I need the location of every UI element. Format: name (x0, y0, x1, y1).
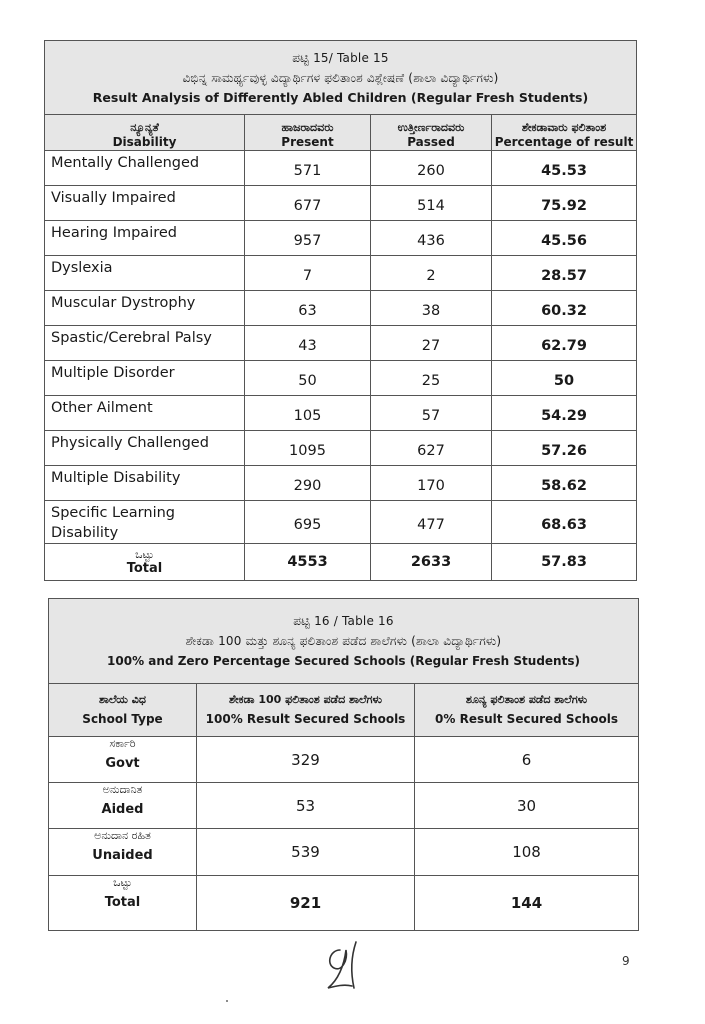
percentage-cell: 58.62 (492, 466, 637, 501)
table-15-caption (45, 41, 637, 115)
header-english: 100% Result Secured Schools (205, 712, 406, 726)
disability-cell: Other Ailment (45, 396, 245, 431)
disability-cell: Mentally Challenged (45, 151, 245, 186)
passed-cell: 436 (371, 221, 492, 256)
present-cell: 1095 (245, 431, 371, 466)
school-type-kannada: ಅನುದಾನ ರಹಿತ (94, 829, 151, 842)
total-present-cell: 4553 (245, 544, 371, 581)
percentage-cell: 62.79 (492, 326, 637, 361)
passed-cell: 477 (371, 501, 492, 544)
column-header-present (245, 115, 371, 151)
column-header-0-percent (415, 684, 639, 737)
header-english: Percentage of result (494, 135, 634, 149)
hundred-percent-cell: 329 (197, 737, 415, 783)
passed-cell: 27 (371, 326, 492, 361)
column-header-100-percent (197, 684, 415, 737)
handwritten-signature (318, 936, 378, 998)
header-kannada: ಶೇಕಡಾವಾರು ಫಲಿತಾಂಶ (521, 121, 607, 134)
column-header-passed (371, 115, 492, 151)
disability-cell: Visually Impaired (45, 186, 245, 221)
percentage-cell: 28.57 (492, 256, 637, 291)
header-english: Disability (112, 135, 177, 149)
total-label-kannada: ಒಟ್ಟು (135, 547, 154, 561)
school-type-cell (49, 829, 197, 876)
disability-cell: Specific Learning Disability (45, 501, 245, 544)
table-row (45, 151, 637, 186)
table-15-title: Result Analysis of Differently Abled Children (Regular Fresh Students) (92, 89, 589, 105)
passed-cell: 38 (371, 291, 492, 326)
percentage-cell: 54.29 (492, 396, 637, 431)
header-kannada: ಶೇಕಡಾ 100 ಫಲಿತಾಂಶ ಪಡೆದ ಶಾಲೆಗಳು (229, 693, 382, 706)
hundred-percent-cell: 53 (197, 783, 415, 829)
page-number: 9 (622, 954, 630, 968)
table-row (45, 501, 637, 544)
table-16-caption (49, 599, 639, 684)
total-passed-cell: 2633 (371, 544, 492, 581)
disability-cell: Multiple Disability (45, 466, 245, 501)
present-cell: 63 (245, 291, 371, 326)
school-type-english: Aided (101, 802, 144, 817)
table-15-header-row (45, 115, 637, 151)
table-total-row (45, 544, 637, 581)
table-row (45, 221, 637, 256)
header-english: Present (281, 135, 334, 149)
passed-cell: 627 (371, 431, 492, 466)
table-16 (48, 598, 639, 931)
present-cell: 571 (245, 151, 371, 186)
percentage-cell: 68.63 (492, 501, 637, 544)
present-cell: 677 (245, 186, 371, 221)
passed-cell: 2 (371, 256, 492, 291)
zero-percent-cell: 30 (415, 783, 639, 829)
table-row (45, 361, 637, 396)
present-cell: 50 (245, 361, 371, 396)
table-row (45, 466, 637, 501)
total-label-english: Total (126, 560, 163, 576)
zero-percent-cell: 6 (415, 737, 639, 783)
header-kannada: ಉತ್ತೀರ್ಣರಾದವರು (397, 121, 465, 134)
present-cell: 290 (245, 466, 371, 501)
passed-cell: 170 (371, 466, 492, 501)
table-row (49, 737, 639, 783)
table-total-row (49, 876, 639, 931)
percentage-cell: 75.92 (492, 186, 637, 221)
table-16-title-kannada: ಶೇಕಡಾ 100 ಮತ್ತು ಶೂನ್ಯ ಫಲಿತಾಂಶ ಪಡೆದ ಶಾಲೆಗಳು (ಶಾಲಾ ವಿದ್ಯಾರ್ಥಿಗಳು) (185, 634, 502, 648)
header-kannada: ಶೂನ್ಯ ಫಲಿತಾಂಶ ಪಡೆದ ಶಾಲೆಗಳು (465, 693, 588, 706)
column-header-percentage (492, 115, 637, 151)
present-cell: 695 (245, 501, 371, 544)
disability-cell: Multiple Disorder (45, 361, 245, 396)
table-row (49, 829, 639, 876)
table-15-title-kannada: ವಿಭಿನ್ನ ಸಾಮರ್ಥ್ಯವುಳ್ಳ ವಿದ್ಯಾರ್ಥಿಗಳ ಫಲಿತಾಂಶ ವಿಶ್ಲೇಷಣೆ (ಶಾಲಾ ವಿದ್ಯಾರ್ಥಿಗಳು) (182, 70, 499, 85)
total-zero-percent-cell: 144 (415, 876, 639, 931)
table-row (45, 256, 637, 291)
zero-percent-cell: 108 (415, 829, 639, 876)
table-15 (44, 40, 637, 581)
passed-cell: 25 (371, 361, 492, 396)
header-english: 0% Result Secured Schools (435, 712, 618, 726)
header-kannada: ನ್ಯೂನ್ಯತೆ (130, 121, 159, 134)
school-type-kannada: ಅನುದಾನಿತ (102, 783, 143, 796)
school-type-english: Govt (105, 756, 140, 771)
passed-cell: 57 (371, 396, 492, 431)
percentage-cell: 50 (492, 361, 637, 396)
header-kannada: ಹಾಜರಾದವರು (281, 121, 334, 134)
school-type-cell (49, 783, 197, 829)
table-row (45, 431, 637, 466)
school-type-cell (49, 737, 197, 783)
present-cell: 43 (245, 326, 371, 361)
header-english: School Type (82, 712, 163, 726)
total-label (49, 876, 197, 931)
column-header-disability (45, 115, 245, 151)
disability-cell: Dyslexia (45, 256, 245, 291)
disability-cell: Muscular Dystrophy (45, 291, 245, 326)
table-row (45, 186, 637, 221)
total-label-kannada: ಒಟ್ಟು (113, 876, 132, 889)
hundred-percent-cell: 539 (197, 829, 415, 876)
table-16-title: 100% and Zero Percentage Secured Schools (Regular Fresh Students) (107, 654, 580, 668)
passed-cell: 260 (371, 151, 492, 186)
header-english: Passed (407, 135, 455, 149)
total-label-english: Total (104, 895, 141, 910)
table-row (45, 326, 637, 361)
table-row (45, 291, 637, 326)
disability-cell: Physically Challenged (45, 431, 245, 466)
column-header-school-type (49, 684, 197, 737)
table-16-header-row (49, 684, 639, 737)
school-type-kannada: ಸರ್ಕಾರಿ (109, 737, 136, 750)
percentage-cell: 45.53 (492, 151, 637, 186)
table-16-number: ಪಟ್ಟಿ 16 / Table 16 (293, 614, 394, 628)
percentage-cell: 60.32 (492, 291, 637, 326)
table-row (45, 396, 637, 431)
table-row (49, 783, 639, 829)
passed-cell: 514 (371, 186, 492, 221)
total-hundred-percent-cell: 921 (197, 876, 415, 931)
percentage-cell: 45.56 (492, 221, 637, 256)
present-cell: 105 (245, 396, 371, 431)
school-type-english: Unaided (92, 848, 153, 863)
present-cell: 957 (245, 221, 371, 256)
disability-cell: Hearing Impaired (45, 221, 245, 256)
total-label (45, 544, 245, 581)
table-15-number: ಪಟ್ಟಿ 15/ Table 15 (292, 50, 389, 65)
present-cell: 7 (245, 256, 371, 291)
scan-speck (226, 1000, 228, 1002)
percentage-cell: 57.26 (492, 431, 637, 466)
total-percentage-cell: 57.83 (492, 544, 637, 581)
header-kannada: ಶಾಲೆಯ ವಿಧ (99, 693, 146, 706)
disability-cell: Spastic/Cerebral Palsy (45, 326, 245, 361)
